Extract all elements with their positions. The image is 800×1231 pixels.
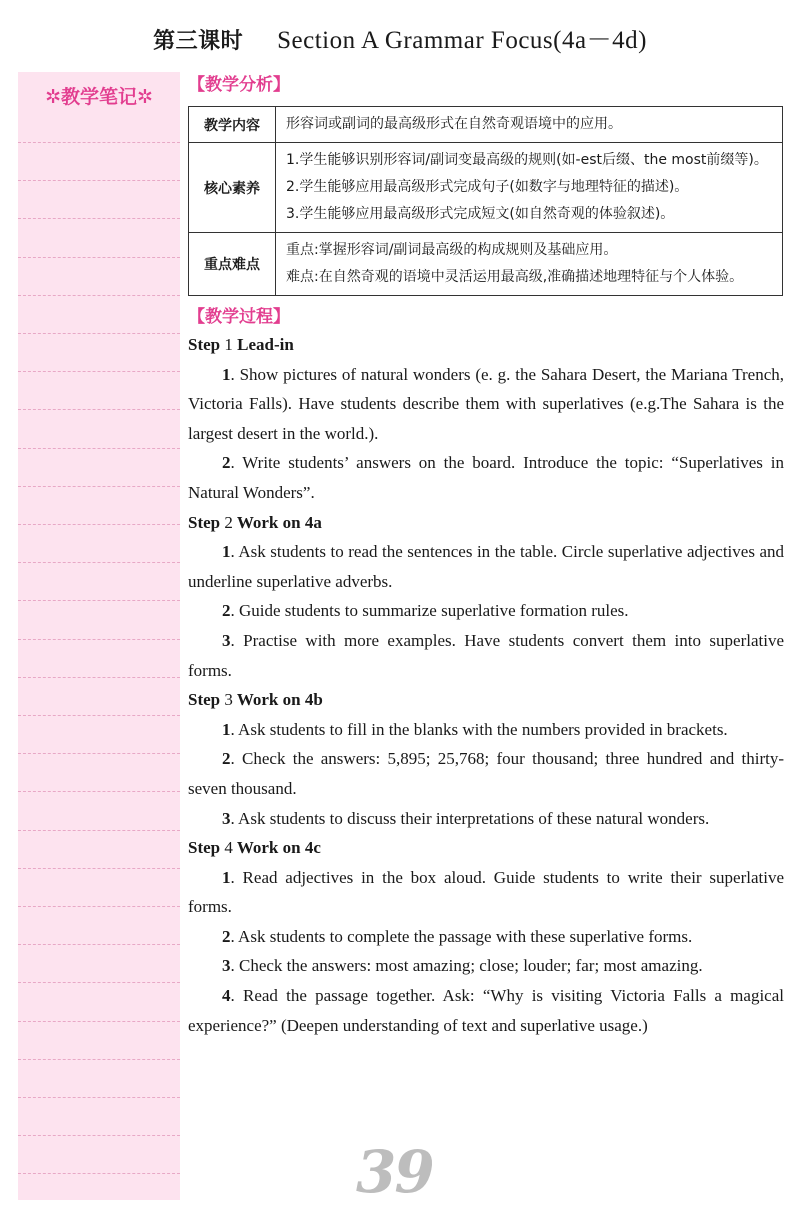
note-line — [18, 562, 180, 563]
note-line — [18, 906, 180, 907]
table-row — [189, 107, 783, 143]
note-line — [18, 448, 180, 449]
content-line: 形容词或副词的最高级形式在自然奇观语境中的应用。 — [286, 116, 622, 132]
note-line — [18, 1059, 180, 1060]
process-heading: 【教学过程】 — [188, 307, 290, 327]
page-title — [0, 20, 800, 56]
note-line — [18, 1173, 180, 1174]
note-line — [18, 944, 180, 945]
step-item: 2. Guide students to summarize superlative formation rules. — [222, 601, 629, 621]
step-item: 1. Ask students to fill in the blanks with the numbers provided in brackets. — [222, 719, 728, 739]
row-content — [276, 143, 783, 233]
row-label: 教学内容 — [189, 107, 276, 143]
process-steps — [188, 330, 784, 1040]
note-line — [18, 257, 180, 258]
note-line — [18, 371, 180, 372]
step-heading: Step 3 Work on 4b — [188, 690, 323, 710]
step-item: 1. Show pictures of natural wonders (e. g. the Sahara Desert, the Mariana Trench, Victoria Falls). Have students describe them with superlatives (e.g.The Sahara is the largest desert in the world.). — [188, 364, 784, 443]
note-line — [18, 180, 180, 181]
note-line — [18, 982, 180, 983]
step-item: 3. Ask students to discuss their interpretations of these natural wonders. — [222, 808, 710, 828]
note-line — [18, 142, 180, 143]
analysis-heading: 【教学分析】 — [188, 75, 290, 95]
row-label: 重点难点 — [189, 233, 276, 296]
main-content — [188, 72, 784, 1040]
table-row — [189, 233, 783, 296]
content-line: 3.学生能够应用最高级形式完成短文(如自然奇观的体验叙述)。 — [286, 206, 675, 222]
note-line — [18, 715, 180, 716]
step-item: 1. Ask students to read the sentences in the table. Circle superlative adjectives and underline superlative adverbs. — [188, 542, 784, 591]
row-label: 核心素养 — [189, 143, 276, 233]
step-heading: Step 1 Lead-in — [188, 335, 294, 354]
note-line — [18, 218, 180, 219]
step-item: 1. Read adjectives in the box aloud. Guide students to write their superlative forms. — [188, 867, 784, 917]
step-item: 2. Check the answers: 5,895; 25,768; four thousand; three hundred and thirty-seven thousand. — [188, 749, 784, 798]
content-line: 1.学生能够识别形容词/副词变最高级的规则(如-est后缀、the most前缀等)。 — [286, 152, 768, 168]
page-number: 39 — [356, 1138, 433, 1206]
step-heading: Step 2 Work on 4a — [188, 512, 322, 532]
content-line: 2.学生能够应用最高级形式完成句子(如数字与地理特征的描述)。 — [286, 179, 689, 195]
note-line — [18, 791, 180, 792]
note-line — [18, 486, 180, 487]
step-heading: Step 4 Work on 4c — [188, 838, 321, 858]
note-line — [18, 600, 180, 601]
step-item: 2. Ask students to complete the passage with these superlative forms. — [222, 926, 693, 946]
step-item: 2. Write students’ answers on the board. Introduce the topic: “Superlatives in Natural Wonders”. — [188, 453, 784, 502]
row-content — [276, 233, 783, 296]
step-item: 3. Check the answers: most amazing; close; louder; far; most amazing. — [222, 956, 703, 976]
table-row — [189, 143, 783, 233]
note-line — [18, 295, 180, 296]
note-line — [18, 1097, 180, 1098]
step-item: 4. Read the passage together. Ask: “Why is visiting Victoria Falls a magical experience?” (Deepen understanding of text and superlative usage.) — [188, 986, 784, 1035]
content-line: 难点:在自然奇观的语境中灵活运用最高级,准确描述地理特征与个人体验。 — [286, 269, 744, 285]
note-line — [18, 333, 180, 334]
note-line — [18, 409, 180, 410]
note-line — [18, 639, 180, 640]
note-line — [18, 677, 180, 678]
note-line — [18, 868, 180, 869]
notes-sidebar-title: ✲教学笔记✲ — [45, 86, 153, 108]
note-line — [18, 830, 180, 831]
notes-sidebar — [18, 72, 180, 1200]
section-title: Section A Grammar Focus(4a－4d) — [277, 27, 647, 54]
note-line — [18, 524, 180, 525]
note-line — [18, 1021, 180, 1022]
analysis-table — [188, 106, 783, 296]
lesson-label: 第三课时 — [153, 29, 244, 54]
note-line — [18, 1135, 180, 1136]
content-line: 重点:掌握形容词/副词最高级的构成规则及基础应用。 — [286, 242, 618, 258]
row-content — [276, 107, 783, 143]
step-item: 3. Practise with more examples. Have students convert them into superlative forms. — [188, 630, 784, 680]
note-line — [18, 753, 180, 754]
